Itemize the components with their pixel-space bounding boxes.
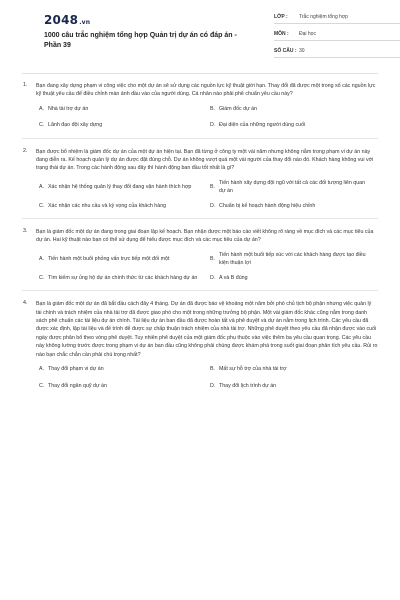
question-divider bbox=[22, 138, 378, 139]
option-b[interactable] bbox=[207, 105, 378, 113]
option-text: Xác nhận hệ thống quản lý thay đổi đang vận hành thích hợp bbox=[48, 184, 192, 191]
question-4 bbox=[22, 300, 378, 391]
header-divider bbox=[22, 73, 378, 74]
question-number: 2. bbox=[23, 147, 28, 154]
option-text: Thay đổi lịch trình dự án bbox=[219, 383, 277, 390]
option-letter: A. bbox=[39, 365, 45, 372]
option-a[interactable] bbox=[36, 179, 207, 196]
site-logo[interactable] bbox=[44, 13, 90, 27]
option-text: Thay đổi phạm vi dự án bbox=[48, 365, 104, 372]
option-a[interactable] bbox=[36, 105, 207, 113]
option-letter: C. bbox=[39, 383, 45, 390]
header bbox=[22, 0, 378, 68]
option-text: Tìm kiếm sự ủng hộ dự án chính thức từ các khách hàng dự án bbox=[48, 274, 198, 281]
option-letter: B. bbox=[210, 365, 216, 372]
question-text: Bạn là giám đốc một dự án đã bắt đầu cách đây 4 tháng. Dự án đã được báo vệ khoảng một năm bởi phó chủ tịch bộ phận nhưng việc quản lý tài chính và trách nhiệm của nhà tài trợ đã được giao phó cho một trong những trưởng bộ phận. Một vài giám đốc khác cũng nằm trong danh sách phê chuẩn các tài liệu dự án chính. Tài liệu dự án ban đầu đã được hoàn tất và phê duyệt và dự án nằm trong lịch trình. Các yêu cầu đã được xác định, lập tài liệu và đề trình để được sự chấp thuận trách nhiệm của nhà tài trợ. Những phê duyệt theo yêu cầu đã nhận được vào cuối ngày được phân bổ theo vòng phê duyệt. Tuy nhiên phê duyệt của một giám đốc phụ thuộc vào việc thêm ba yêu cầu quan trọng. Các yêu cầu này không lường trước được trong phạm vi dự án ban đầu cũng không phải chúng được khám phá trong suốt giai đoạn phân tích yêu cầu. Rủi ro nào bạn chắc chắn cần phải chú trọng nhất? bbox=[36, 301, 378, 358]
option-text: A và B đúng bbox=[219, 274, 248, 281]
question-text: Bạn được bổ nhiệm là giám đốc dự án của một dự án hiện tại. Bạn đã từng ở công ty một vài năm nhưng không nằm trong phạm vi dự án này đang diễn ra. Kế hoạch quản lý dự án được đặt đúng chỗ. Dự án không vượt quá một vài người của thay đổi nào đó. Khách hàng không vui với trạng thái dự án. Trong các hành động sau đây thì hành động ban đầu tốt nhất là gì? bbox=[36, 148, 374, 172]
meta-value: 30 bbox=[299, 47, 305, 54]
option-letter: B. bbox=[210, 256, 216, 263]
option-letter: D. bbox=[210, 274, 216, 281]
option-text: Mất sự hỗ trợ của nhà tài trợ bbox=[219, 365, 287, 372]
question-number: 3. bbox=[23, 228, 28, 235]
option-c[interactable] bbox=[36, 274, 207, 282]
option-letter: A. bbox=[39, 256, 45, 263]
answer-options bbox=[36, 179, 378, 210]
question-list bbox=[22, 82, 378, 391]
meta-row-subject bbox=[274, 27, 400, 41]
document-title: 1000 câu trắc nghiệm tổng hợp Quản trị dự án có đáp án - Phần 39 bbox=[44, 32, 237, 49]
question-divider bbox=[22, 290, 378, 291]
option-letter: D. bbox=[210, 202, 216, 209]
option-letter: B. bbox=[210, 184, 216, 191]
option-b[interactable] bbox=[207, 365, 378, 373]
option-d[interactable] bbox=[207, 382, 378, 390]
option-c[interactable] bbox=[36, 382, 207, 390]
option-letter: C. bbox=[39, 122, 45, 129]
option-text: Xác nhận các nhu cầu và kỳ vọng của khách hàng bbox=[48, 202, 167, 209]
option-b[interactable] bbox=[207, 251, 378, 268]
option-text: Chuẩn bị kế hoạch hành động hiệu chỉnh bbox=[219, 202, 316, 209]
option-letter: C. bbox=[39, 202, 45, 209]
option-text: Nhà tài trợ dự án bbox=[48, 105, 89, 112]
option-letter: A. bbox=[39, 184, 45, 191]
logo-text: 2048 bbox=[44, 13, 79, 27]
question-divider bbox=[22, 218, 378, 219]
option-letter: B. bbox=[210, 105, 216, 112]
answer-options bbox=[36, 105, 378, 130]
answer-options bbox=[36, 251, 378, 282]
meta-row-class bbox=[274, 10, 400, 24]
logo-suffix: .vn bbox=[79, 19, 91, 26]
option-text: Lãnh đạo đội xây dựng bbox=[48, 122, 103, 129]
meta-table bbox=[274, 10, 400, 61]
meta-key: SỐ CÂU : bbox=[274, 47, 297, 54]
answer-options bbox=[36, 365, 378, 391]
option-d[interactable] bbox=[207, 202, 378, 210]
meta-value: Đại học bbox=[299, 30, 316, 37]
meta-key: LỚP : bbox=[274, 13, 288, 20]
option-d[interactable] bbox=[207, 121, 378, 129]
option-letter: C. bbox=[39, 274, 45, 281]
question-3 bbox=[22, 228, 378, 282]
question-text: Bạn đang xây dựng phạm vi công việc cho một dự án sẽ sử dụng các nguồn lực kỹ thuật giới hạn. Thay đổi đã được một trong số các nguồn lực kỹ thuật yêu cầu để điều chỉnh màn ảnh đầu vào của người dùng. Cá nhân nào phải phê chuẩn yêu cầu này? bbox=[36, 83, 376, 98]
option-text: Tiến hành một buổi phỏng vấn trực tiếp một đối một bbox=[48, 256, 170, 263]
option-d[interactable] bbox=[207, 274, 378, 282]
meta-row-count bbox=[274, 44, 400, 58]
question-number: 4. bbox=[23, 300, 28, 307]
meta-value: Trắc nghiệm tổng hợp bbox=[299, 13, 348, 20]
question-1 bbox=[22, 82, 378, 130]
meta-key: MÔN : bbox=[274, 30, 289, 37]
option-a[interactable] bbox=[36, 251, 207, 268]
option-text: Đại diện của những người dùng cuối bbox=[219, 122, 306, 129]
option-letter: D. bbox=[210, 383, 216, 390]
question-text: Bạn là giám đốc một dự án đang trong giai đoạn lập kế hoạch. Bạn nhận được một báo cáo viết không rõ ràng về mục đích và các mục tiêu của dự án. Hai kỹ thuật nào bạn có thể sử dụng để hiểu được mục đích và các mục tiêu của dự án? bbox=[36, 229, 374, 244]
option-letter: A. bbox=[39, 105, 45, 112]
option-c[interactable] bbox=[36, 121, 207, 129]
option-letter: D. bbox=[210, 122, 216, 129]
option-c[interactable] bbox=[36, 202, 207, 210]
option-a[interactable] bbox=[36, 365, 207, 373]
option-text: Tiến hành xây dựng đội ngũ với tất cả các đối tượng liên quan dự án bbox=[219, 179, 366, 195]
question-2 bbox=[22, 148, 378, 210]
option-text: Giám đốc dự án bbox=[219, 105, 257, 112]
option-text: Tiến hành một buổi tiếp xúc với các khách hàng được tạo điều kiện thuận lợi bbox=[219, 251, 366, 267]
question-number: 1. bbox=[23, 82, 28, 88]
option-b[interactable] bbox=[207, 179, 378, 196]
option-text: Thay đổi ngân quỹ dự án bbox=[48, 383, 107, 390]
